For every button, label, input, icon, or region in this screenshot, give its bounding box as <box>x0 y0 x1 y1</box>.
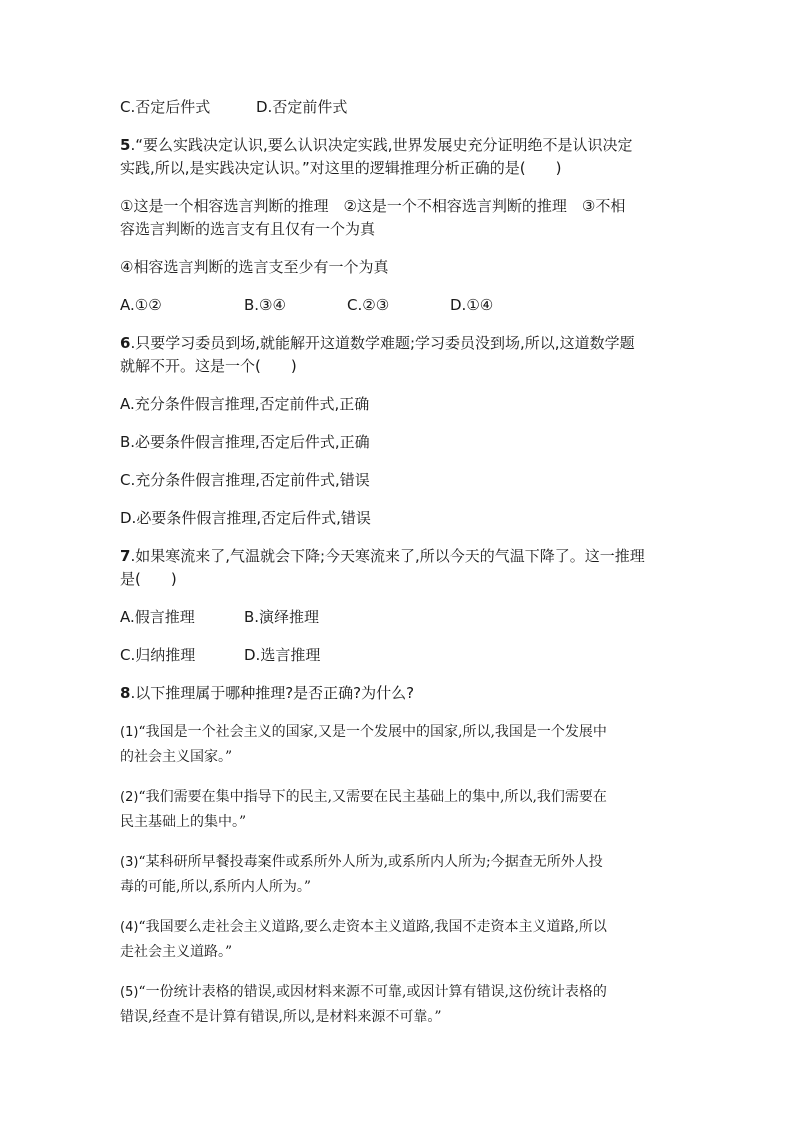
item-text: “我国是一个社会主义的国家,又是一个发展中的国家,所以,我国是一个发展中 <box>138 724 607 740</box>
q8-item-1 <box>120 720 680 769</box>
question-5-statement-4: ④相容选言判断的选言支至少有一个为真 <box>120 258 389 276</box>
question-text: 就解不开。这是一个( ) <box>120 357 297 375</box>
item-text: “我们需要在集中指导下的民主,又需要在民主基础上的集中,所以,我们需要在 <box>138 789 607 805</box>
question-7-options-row1 <box>120 606 680 629</box>
item-text: “某科研所早餐投毒案件或系所外人所为,或系所内人所为;今据查无所外人投 <box>138 854 603 870</box>
question-5-statements <box>120 195 680 241</box>
question-8-stem <box>120 682 680 705</box>
q8-item-4 <box>120 915 680 964</box>
q5-option-c: C.②③ <box>347 296 390 314</box>
q7-option-c: C.归纳推理 <box>120 646 196 664</box>
item-text: “我国要么走社会主义道路,要么走资本主义道路,我国不走资本主义道路,所以 <box>138 919 607 935</box>
question-5-stem <box>120 134 680 180</box>
q8-item-5 <box>120 980 680 1029</box>
q7-option-a: A.假言推理 <box>120 608 195 626</box>
item-text: 民主基础上的集中。” <box>120 814 247 830</box>
item-text: 错误,经查不是计算有错误,所以,是材料来源不可靠。” <box>120 1009 442 1025</box>
q7-option-b: B.演绎推理 <box>244 608 320 626</box>
q8-item-2 <box>120 785 680 834</box>
item-number: (2) <box>120 790 139 805</box>
q4-option-d: D.否定前件式 <box>256 98 348 116</box>
question-number: 7 <box>120 547 131 565</box>
question-number: 6 <box>120 334 131 352</box>
item-text: 走社会主义道路。” <box>120 944 233 960</box>
q8-item-3 <box>120 850 680 899</box>
q4-options <box>120 96 680 119</box>
question-7-stem <box>120 545 680 591</box>
statement-text: 容选言判断的选言支有且仅有一个为真 <box>120 220 376 238</box>
statement-text: ①这是一个相容选言判断的推理 ②这是一个不相容选言判断的推理 ③不相 <box>120 197 626 215</box>
q6-option-a: A.充分条件假言推理,否定前件式,正确 <box>120 395 370 413</box>
question-number: 8 <box>120 684 131 702</box>
question-text: 实践,所以,是实践决定认识。”对这里的逻辑推理分析正确的是( ) <box>120 159 562 177</box>
q6-option-c: C.充分条件假言推理,否定前件式,错误 <box>120 471 370 489</box>
q5-option-a: A.①② <box>120 296 162 314</box>
item-text: 毒的可能,所以,系所内人所为。” <box>120 879 312 895</box>
question-text: .以下推理属于哪种推理?是否正确?为什么? <box>130 684 415 702</box>
question-text: .只要学习委员到场,就能解开这道数学难题;学习委员没到场,所以,这道数学题 <box>130 334 635 352</box>
document-page <box>120 96 680 1045</box>
question-number: 5 <box>120 136 131 154</box>
q6-option-d: D.必要条件假言推理,否定后件式,错误 <box>120 509 371 527</box>
q7-option-d: D.选言推理 <box>244 646 321 664</box>
item-number: (5) <box>120 985 139 1000</box>
question-text: .“要么实践决定认识,要么认识决定实践,世界发展史充分证明绝不是认识决定 <box>130 136 633 154</box>
q5-option-b: B.③④ <box>244 296 286 314</box>
item-text: “一份统计表格的错误,或因材料来源不可靠,或因计算有错误,这份统计表格的 <box>138 984 607 1000</box>
item-number: (3) <box>120 855 139 870</box>
item-number: (1) <box>120 725 139 740</box>
item-number: (4) <box>120 920 139 935</box>
question-text: .如果寒流来了,气温就会下降;今天寒流来了,所以今天的气温下降了。这一推理 <box>130 547 645 565</box>
question-6-stem <box>120 332 680 378</box>
item-text: 的社会主义国家。” <box>120 749 233 765</box>
q5-option-d: D.①④ <box>450 296 494 314</box>
q4-option-c: C.否定后件式 <box>120 98 211 116</box>
question-5-options <box>120 294 680 317</box>
question-text: 是( ) <box>120 570 177 588</box>
question-7-options-row2 <box>120 644 680 667</box>
q6-option-b: B.必要条件假言推理,否定后件式,正确 <box>120 433 370 451</box>
